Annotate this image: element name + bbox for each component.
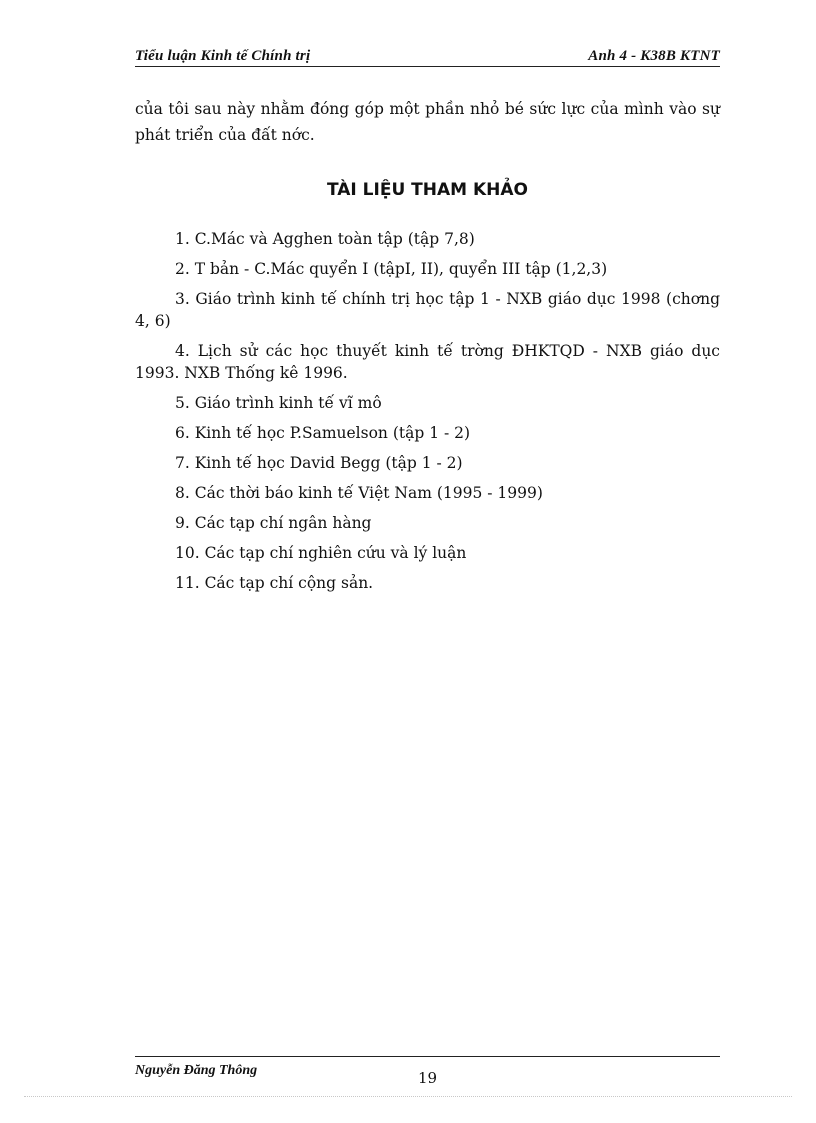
header-title: Tiểu luận Kinh tế Chính trị bbox=[135, 48, 311, 64]
reference-list bbox=[135, 228, 720, 602]
reference-item-10: 10. Các tạp chí nghiên cứu và lý luận bbox=[175, 544, 467, 562]
reference-item-6: 6. Kinh tế học P.Samuelson (tập 1 - 2) bbox=[175, 424, 471, 442]
section-title: TÀI LIỆU THAM KHẢO bbox=[327, 180, 528, 200]
reference-item-3: 3. Giáo trình kinh tế chính trị học tập 1 - NXB giáo dục 1998 (chơng 4, 6) bbox=[135, 290, 720, 330]
reference-item-7: 7. Kinh tế học David Begg (tập 1 - 2) bbox=[175, 454, 463, 472]
reference-item-1: 1. C.Mác và Agghen toàn tập (tập 7,8) bbox=[175, 230, 475, 248]
reference-item-8: 8. Các thời báo kinh tế Việt Nam (1995 - 1999) bbox=[175, 484, 543, 502]
reference-item-11: 11. Các tạp chí cộng sản. bbox=[175, 574, 374, 592]
page-footer bbox=[135, 1056, 720, 1097]
page-number: 19 bbox=[417, 1069, 438, 1087]
page-header bbox=[135, 48, 720, 67]
reference-item-9: 9. Các tạp chí ngân hàng bbox=[175, 514, 372, 532]
header-class: Anh 4 - K38B KTNT bbox=[588, 48, 720, 64]
reference-item-2: 2. T bản - C.Mác quyển I (tậpI, II), quyển III tập (1,2,3) bbox=[175, 260, 608, 278]
page-bottom-divider bbox=[24, 1096, 792, 1097]
reference-item-5: 5. Giáo trình kinh tế vĩ mô bbox=[175, 394, 382, 412]
reference-item-4: 4. Lịch sử các học thuyết kinh tế trờng ĐHKTQD - NXB giáo dục 1993. NXB Thống kê 1996. bbox=[135, 342, 720, 382]
intro-paragraph: của tôi sau này nhằm đóng góp một phần nhỏ bé sức lực của mình vào sự phát triển của đất nớc. bbox=[135, 100, 720, 144]
footer-author: Nguyễn Đăng Thông bbox=[135, 1063, 258, 1078]
